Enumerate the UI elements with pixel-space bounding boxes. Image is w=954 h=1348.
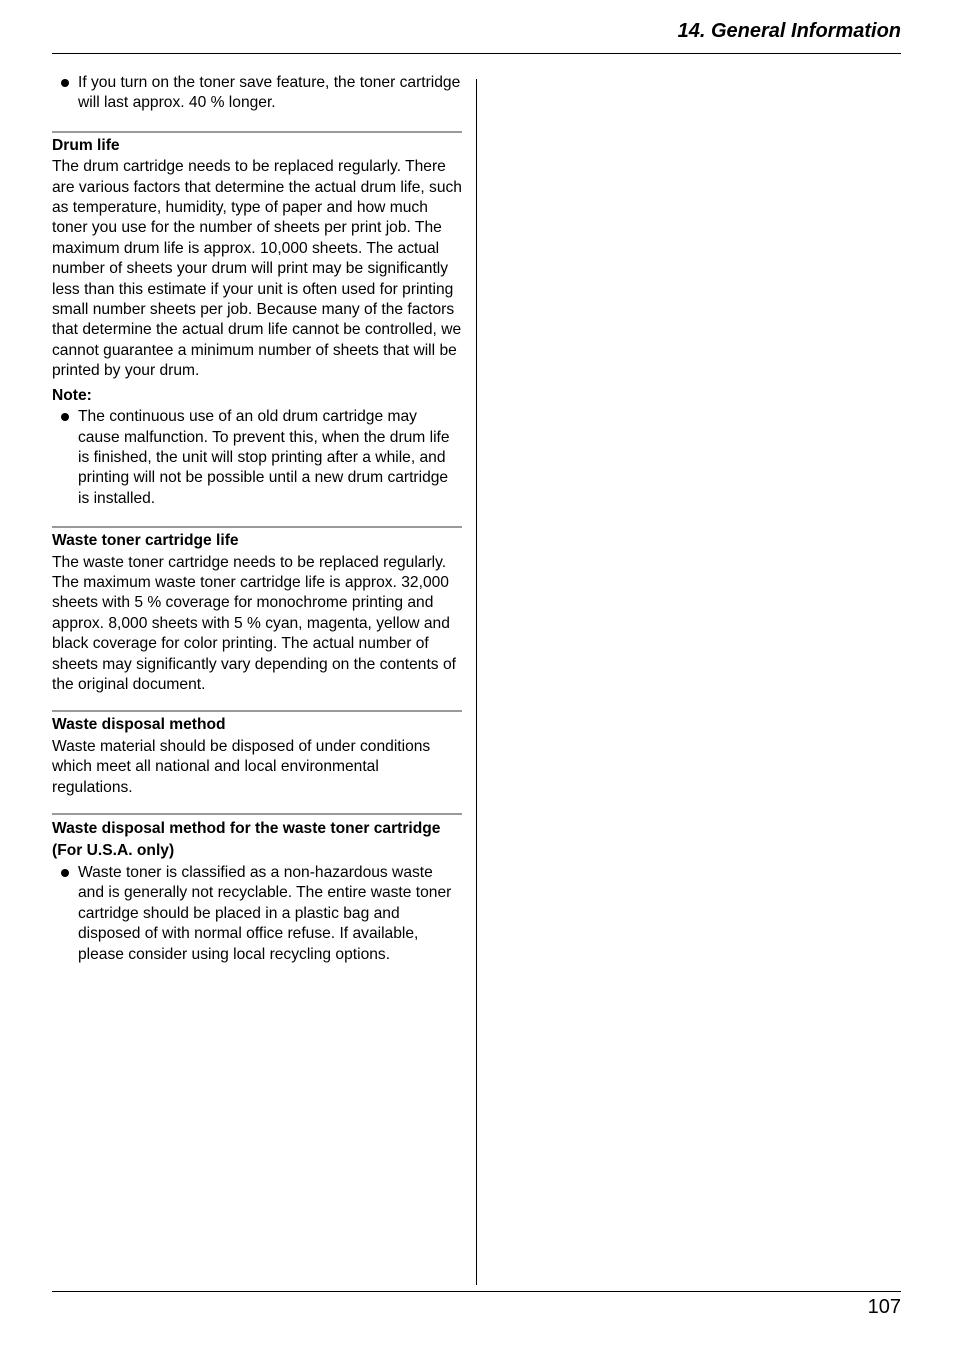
bullet-item-toner-save [52,73,462,114]
section-heading: Waste disposal method [52,716,226,734]
section-body: The waste toner cartridge needs to be replaced regularly. The maximum waste toner cartridge life is approx. 32,000 sheets with 5 % coverage for monochrome printing and approx. 8,000 sheets with 5 % cyan, magenta, yellow and black coverage for color printing. The actual number of sheets may significantly vary depending on the contents of the original document. [52,553,456,693]
bullet-item-waste-toner [52,863,462,965]
section-waste-toner-life [52,526,462,695]
column-divider [476,79,477,1285]
bullet-icon [61,413,69,421]
header-rule [52,53,901,54]
footer-rule [52,1291,901,1292]
section-drum-life [52,131,462,509]
section-body: The drum cartridge needs to be replaced regularly. There are various factors that determine the actual drum life, such as temperature, humidity, type of paper and how much toner you use for the number of sheets per print job. The maximum drum life is approx. 10,000 sheets. The actual number of sheets your drum will print may be significantly less than this estimate if your unit is often used for printing small number sheets per job. Because many of the factors that determine the actual drum life cannot be controlled, we cannot guarantee a minimum number of sheets that will be printed by your drum. [52,158,462,380]
section-heading: Waste disposal method for the waste toner cartridge (For U.S.A. only) [52,820,441,859]
bullet-icon [61,869,69,877]
section-heading: Drum life [52,136,120,154]
left-column [52,73,462,965]
chapter-title: 14. General Information [677,20,901,42]
bullet-icon [61,79,69,87]
note-label: Note: [52,386,92,404]
section-body: Waste material should be disposed of under conditions which meet all national and local environmental regulations. [52,737,431,796]
section-waste-disposal-usa [52,813,462,965]
bullet-item-drum-note [52,407,462,509]
bullet-text: If you turn on the toner save feature, the toner cartridge will last approx. 40 % longer. [78,74,461,112]
page-number: 107 [867,1296,901,1318]
section-heading: Waste toner cartridge life [52,532,239,550]
bullet-text: Waste toner is classified as a non-hazardous waste and is generally not recyclable. The entire waste toner cartridge should be placed in a plastic bag and disposed of with normal office refuse. If available, please consider using local recycling options. [78,864,452,963]
section-waste-disposal [52,710,462,798]
bullet-text: The continuous use of an old drum cartridge may cause malfunction. To prevent this, when the drum life is finished, the unit will stop printing after a while, and printing will not be possible until a new drum cartridge is installed. [78,408,450,507]
